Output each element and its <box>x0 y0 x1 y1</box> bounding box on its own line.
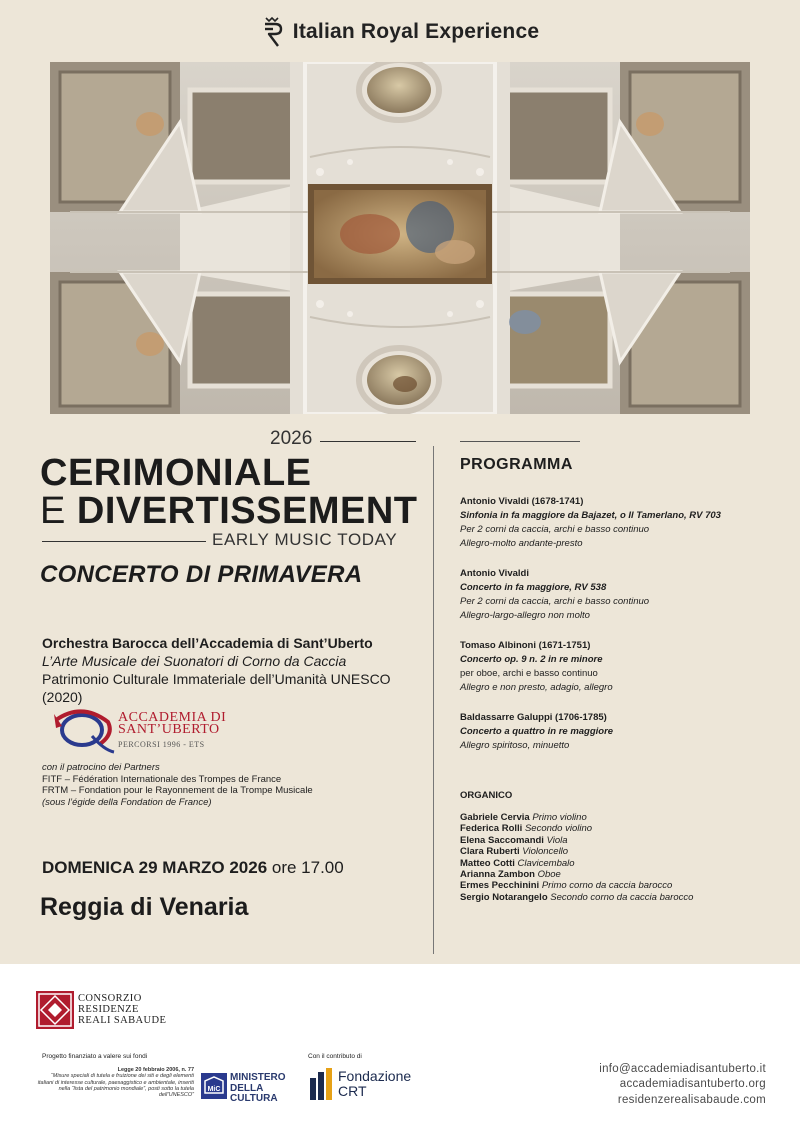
organico-member <box>460 823 780 834</box>
partner-frtm-note: (sous l’égide della Fondation de France) <box>42 796 212 808</box>
member-name: Ermes Pecchinini <box>460 880 540 892</box>
program-list <box>460 495 780 769</box>
piece-title: Concerto a quattro in re maggiore <box>460 726 614 737</box>
event-year: 2026 <box>270 428 313 449</box>
member-role: Clavicembalo <box>517 857 575 869</box>
contact-website-residenze-link[interactable]: residenzerealisabaude.com <box>617 1093 766 1106</box>
law-title: Legge 20 febbraio 2006, n. 77 <box>117 1067 194 1073</box>
crt-line2: CRT <box>338 1083 367 1099</box>
law-reference <box>36 1067 194 1098</box>
event-title-line1: CERIMONIALE <box>40 452 312 494</box>
piece-movements: Allegro e non presto, adagio, allegro <box>460 682 613 693</box>
organico-member <box>460 812 780 823</box>
title-divertissement: DIVERTISSEMENT <box>76 490 418 532</box>
ministero-cultura-logo-icon <box>201 1073 227 1099</box>
consorzio-line1: CONSORZIO <box>78 993 142 1004</box>
organico-list <box>460 812 780 903</box>
concert-title: CONCERTO DI PRIMAVERA <box>40 561 363 588</box>
piece-title: Concerto op. 9 n. 2 in re minore <box>460 654 603 665</box>
program-piece <box>460 639 780 695</box>
contact-email-link[interactable]: info@accademiadisantuberto.it <box>599 1063 766 1075</box>
partner-frtm: FRTM – Fondation pour le Rayonnement de la Trompe Musicale <box>42 785 313 796</box>
brand-name: Italian Royal Experience <box>292 20 540 43</box>
orchestra-heritage: Patrimonio Culturale Immateriale dell’Umanità UNESCO (2020) <box>42 671 391 705</box>
organico-title: ORGANICO <box>460 790 513 801</box>
title-conjunction: E <box>40 490 77 532</box>
hero-ceiling-image <box>50 62 750 414</box>
event-time: ore 17.00 <box>267 858 344 877</box>
member-role: Secondo corno da caccia barocco <box>550 891 694 903</box>
member-name: Gabriele Cervia <box>460 812 530 823</box>
brand-header <box>0 12 800 52</box>
ceiling-fresco-illustration <box>50 62 750 414</box>
member-name: Sergio Notarangelo <box>460 891 548 903</box>
contact-website-accademia-link[interactable]: accademiadisantuberto.org <box>619 1078 766 1091</box>
organico-member <box>460 846 780 857</box>
event-date <box>42 858 344 878</box>
program-piece <box>460 495 780 551</box>
mic-badge-text: MiC <box>207 1086 221 1093</box>
member-role: Viola <box>546 834 568 846</box>
event-venue: Reggia di Venaria <box>40 893 249 921</box>
event-date-day: DOMENICA 29 MARZO 2026 <box>42 858 268 877</box>
member-name: Matteo Cotti <box>460 857 515 869</box>
organico-member <box>460 892 780 903</box>
piece-composer: Tomaso Albinoni (1671-1751) <box>460 640 591 651</box>
member-name: Arianna Zambon <box>460 869 535 881</box>
crt-line1: Fondazione <box>338 1068 412 1084</box>
accademia-name-line2: SANT’UBERTO <box>118 722 220 737</box>
ministero-cultura-name <box>230 1073 286 1105</box>
member-role: Primo violino <box>532 812 587 823</box>
program-piece <box>460 567 780 623</box>
contacts-block <box>560 1062 766 1108</box>
organico-member <box>460 880 780 891</box>
partner-fitf: FITF – Fédération Internationale des Trompes de France <box>42 773 282 785</box>
piece-movements: Allegro spiritoso, minuetto <box>460 740 570 751</box>
event-title-line2 <box>40 490 418 533</box>
accademia-name-line1: ACCADEMIA DI <box>118 710 227 725</box>
member-role: Violoncello <box>522 846 569 858</box>
consorzio-name <box>78 993 166 1026</box>
organico-member <box>460 869 780 880</box>
piece-title: Sinfonia in fa maggiore da Bajazet, o Il Tamerlano, RV 703 <box>460 510 721 521</box>
partners-intro: con il patrocino dei Partners <box>42 762 160 773</box>
orchestra-name: Orchestra Barocca dell’Accademia di Sant’Uberto <box>42 635 373 651</box>
fondazione-crt-logo-icon <box>308 1068 334 1100</box>
event-subtitle: EARLY MUSIC TODAY <box>212 530 398 549</box>
law-description: “Misure speciali di tutela e fruizione dei siti e degli elementi italiani di interesse culturale, paesaggistico e ambientale, inseriti nella “lista del patrimonio mondiale”, posti sotto la tutela dell’UNESCO” <box>37 1073 194 1099</box>
fondazione-crt-name <box>338 1069 411 1099</box>
member-name: Elena Saccomandi <box>460 834 544 846</box>
piece-instrumentation: per oboe, archi e basso continuo <box>460 668 598 679</box>
piece-movements: Allegro-largo-allegro non molto <box>460 610 590 621</box>
mic-line2: DELLA <box>230 1082 264 1094</box>
contribution-heading: Con il contributo di <box>308 1053 362 1060</box>
member-role: Secondo violino <box>524 823 593 835</box>
organico-member <box>460 835 780 846</box>
year-divider <box>320 441 416 442</box>
member-role: Oboe <box>537 869 561 881</box>
member-role: Primo corno da caccia barocco <box>541 880 673 892</box>
program-piece <box>460 711 780 753</box>
piece-instrumentation: Per 2 corni da caccia, archi e basso continuo <box>460 596 650 607</box>
partners-block <box>42 762 432 808</box>
project-heading: Progetto finanziato a valere sui fondi <box>42 1053 148 1060</box>
piece-movements: Allegro-molto andante-presto <box>460 538 583 549</box>
subtitle-rule <box>42 541 206 542</box>
piece-composer: Baldassarre Galuppi (1706-1785) <box>460 712 607 723</box>
program-title: PROGRAMMA <box>460 456 573 473</box>
member-name: Federica Rolli <box>460 823 523 835</box>
consorzio-line3: REALI SABAUDE <box>78 1015 167 1026</box>
accademia-horn-logo-icon <box>52 706 116 756</box>
mic-line3: CULTURA <box>230 1093 278 1104</box>
member-name: Clara Ruberti <box>460 846 520 858</box>
piece-composer: Antonio Vivaldi <box>460 568 529 579</box>
column-divider <box>433 446 434 954</box>
program-divider <box>460 441 580 442</box>
organico-member <box>460 858 780 869</box>
piece-composer: Antonio Vivaldi (1678-1741) <box>460 496 584 507</box>
brand-logo-icon <box>261 16 283 48</box>
piece-instrumentation: Per 2 corni da caccia, archi e basso continuo <box>460 524 650 535</box>
mic-line1: MINISTERO <box>230 1072 286 1083</box>
consorzio-logo-icon <box>36 991 74 1029</box>
piece-title: Concerto in fa maggiore, RV 538 <box>460 582 607 593</box>
orchestra-description: L’Arte Musicale dei Suonatori di Corno da Caccia <box>42 653 347 669</box>
orchestra-block <box>42 634 432 706</box>
accademia-subtitle: PERCORSI 1996 - ETS <box>118 740 205 749</box>
consorzio-line2: RESIDENZE <box>78 1004 139 1015</box>
